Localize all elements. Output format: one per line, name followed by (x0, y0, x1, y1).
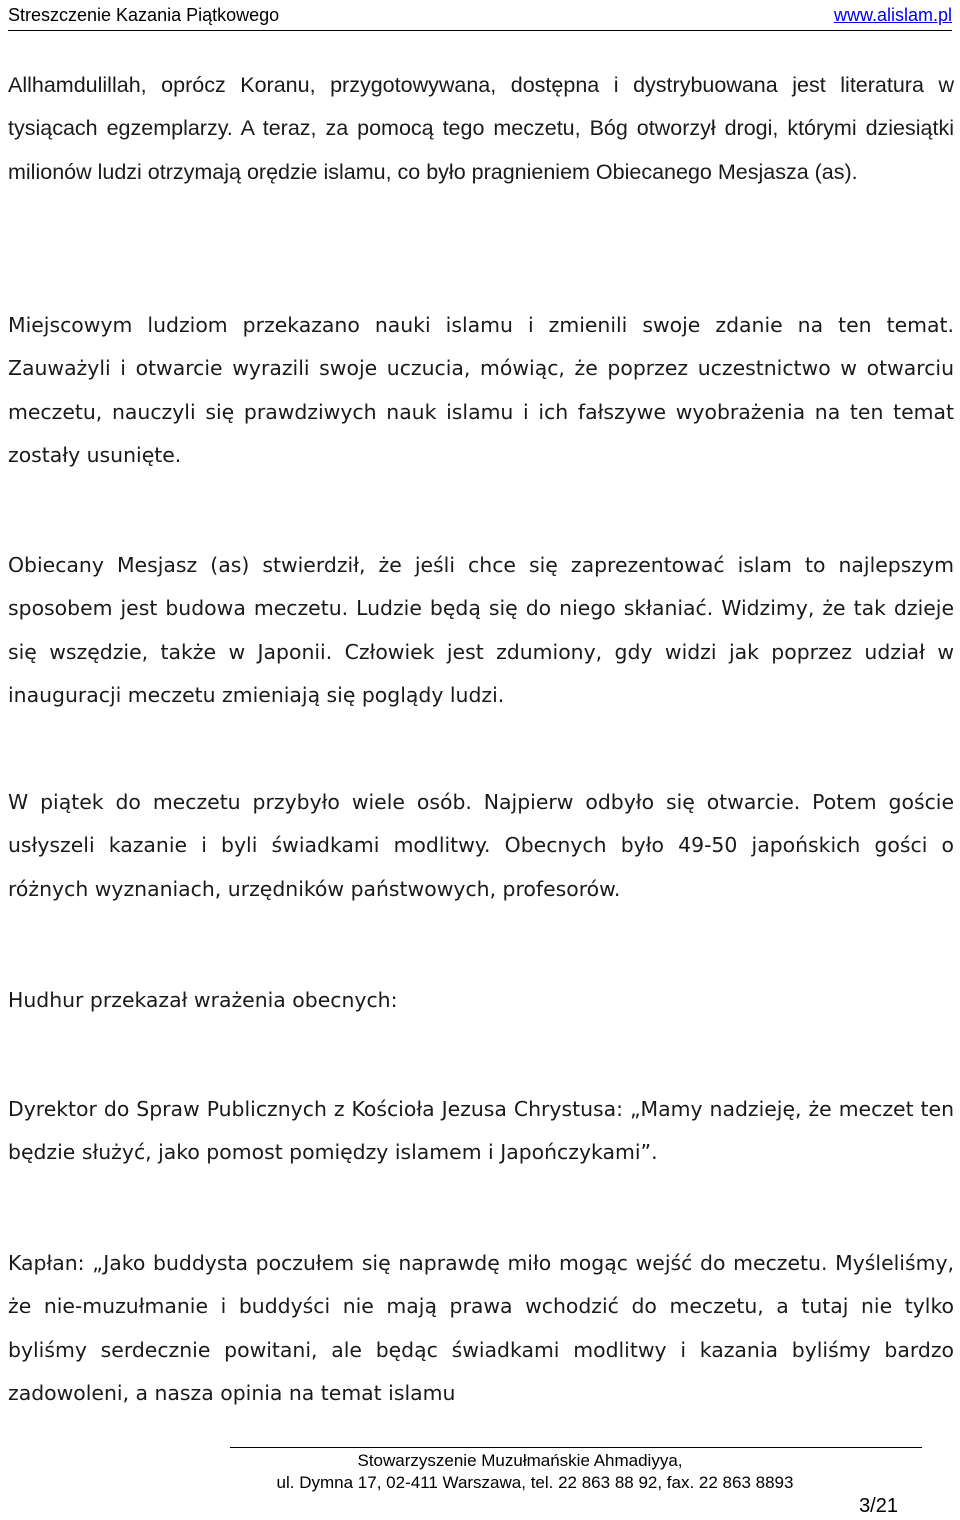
page-footer (0, 1450, 960, 1494)
page-number: 3/21 (859, 1495, 898, 1517)
paragraph: Kapłan: „Jako buddysta poczułem się naprawdę miło mogąc wejść do meczetu. Myśleliśmy, że nie-muzułmanie i buddyści nie mają prawa wchodzić do meczetu, a tutaj nie tylko byliśmy serdecznie powitani, ale będąc świadkami modlitwy i kazania byliśmy bardzo zadowoleni, a nasza opinia na temat islamu (8, 1251, 954, 1405)
paragraph: Dyrektor do Spraw Publicznych z Kościoła Jezusa Chrystusa: „Mamy nadzieję, że meczet ten będzie służyć, jako pomost pomiędzy islamem i Japończykami”. (8, 1097, 954, 1165)
footer-organization: Stowarzyszenie Muzułmańskie Ahmadiyya, (357, 1451, 683, 1470)
paragraph: Allhamdulillah, oprócz Koranu, przygotowywana, dostępna i dystrybuowana jest literatura w tysiącach egzemplarzy. A teraz, za pomocą tego meczetu, Bóg otworzył drogi, którymi dziesiątki milionów ludzi otrzymają orędzie islamu, co było pragnieniem Obiecanego Mesjasza (as). (8, 73, 954, 184)
paragraph: Miejscowym ludziom przekazano nauki islamu i zmienili swoje zdanie na ten temat. Zauważyli i otwarcie wyrazili swoje uczucia, mówiąc, że poprzez uczestnictwo w otwarciu meczetu, nauczyli się prawdziwych nauk islamu i ich fałszywe wyobrażenia na ten temat zostały usunięte. (8, 313, 954, 467)
paragraph: Hudhur przekazał wrażenia obecnych: (8, 988, 398, 1012)
paragraph: W piątek do meczetu przybyło wiele osób. Najpierw odbyło się otwarcie. Potem goście usłyszeli kazanie i byli świadkami modlitwy. Obecnych było 49-50 japońskich gości o różnych wyznaniach, urzędników państwowych, profesorów. (8, 790, 954, 901)
paragraph: Obiecany Mesjasz (as) stwierdził, że jeśli chce się zaprezentować islam to najlepszym sposobem jest budowa meczetu. Ludzie będą się do niego skłaniać. Widzimy, że tak dzieje się wszędzie, także w Japonii. Człowiek jest zdumiony, gdy widzi jak poprzez udział w inauguracji meczetu zmieniają się poglądy ludzi. (8, 553, 954, 707)
document-title: Streszczenie Kazania Piątkowego (8, 5, 280, 25)
footer-divider (230, 1447, 922, 1448)
website-link[interactable]: www.alislam.pl (833, 5, 952, 25)
footer-address: ul. Dymna 17, 02-411 Warszawa, tel. 22 863 88 92, fax. 22 863 8893 (276, 1473, 794, 1492)
page-header (8, 0, 952, 31)
